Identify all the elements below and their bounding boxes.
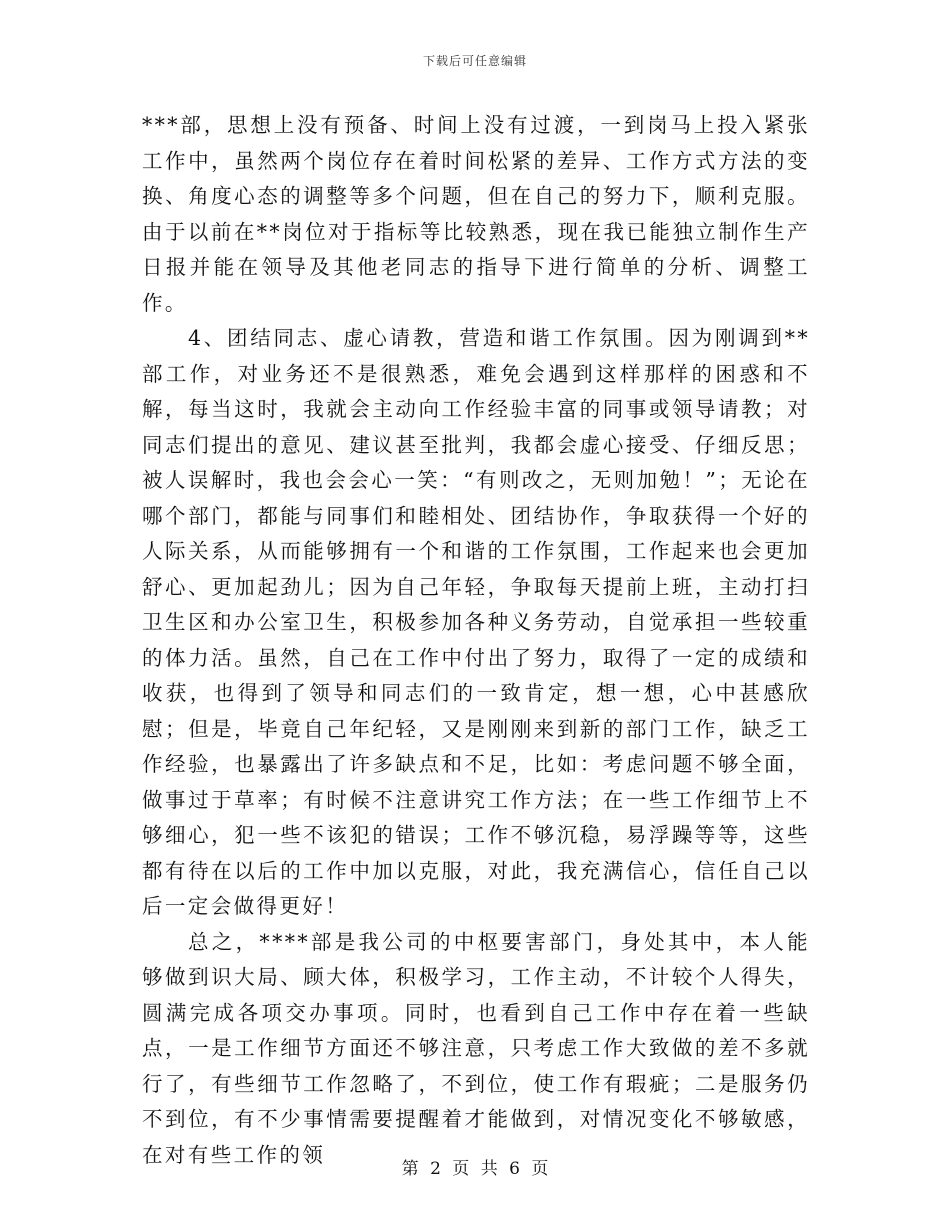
- page-number: 第 2 页 共 6 页: [401, 1159, 549, 1179]
- paragraph-summary: 总之，****部是我公司的中枢要害部门，身处其中，本人能够做到识大局、顾大体，积极学习，工作主动，不计较个人得失，圆满完成各项交办事项。同时，也看到自己工作中存在着一些缺点，一是工作细节方面还不够注意，只考虑工作大致做的差不多就行了，有些细节工作忽略了，不到位，使工作有瑕疵；二是服务仍不到位，有不少事情需要提醒着才能做到，对情况变化不够敏感，在对有些工作的领: [142, 929, 810, 1167]
- paragraph-continuation: ***部，思想上没有预备、时间上没有过渡，一到岗马上投入紧张工作中，虽然两个岗位存在着时间松紧的差异、工作方式方法的变换、角度心态的调整等多个问题，但在自己的努力下，顺利克服。由于以前在**岗位对于指标等比较熟悉，现在我已能独立制作生产日报并能在领导及其他老同志的指导下进行简单的分析、调整工作。: [142, 113, 810, 315]
- document-body: [142, 108, 810, 1173]
- paragraph-item-4: 4、团结同志、虚心请教，营造和谐工作氛围。因为刚调到**部工作，对业务还不是很熟悉，难免会遇到这样那样的困惑和不解，每当这时，我就会主动向工作经验丰富的同事或领导请教；对同志们提出的意见、建议甚至批判，我都会虚心接受、仔细反思；被人误解时，我也会会心一笑：“有则改之，无则加勉！”；无论在哪个部门，都能与同事们和睦相处、团结协作，争取获得一个好的人际关系，从而能够拥有一个和谐的工作氛围，工作起来也会更加舒心、更加起劲儿；因为自己年轻，争取每天提前上班，主动打扫卫生区和办公室卫生，积极参加各种义务劳动，自觉承担一些较重的体力活。虽然，自己在工作中付出了努力，取得了一定的成绩和收获，也得到了领导和同志们的一致肯定，想一想，心中甚感欣慰；但是，毕竟自己年纪轻，又是刚刚来到新的部门工作，缺乏工作经验，也暴露出了许多缺点和不足，比如：考虑问题不够全面，做事过于草率；有时候不注意讲究工作方法；在一些工作细节上不够细心，犯一些不该犯的错误；工作不够沉稳，易浮躁等等，这些都有待在以后的工作中加以克服，对此，我充满信心，信任自己以后一定会做得更好！: [142, 326, 810, 918]
- page-header-note: 下载后可任意编辑: [422, 54, 527, 68]
